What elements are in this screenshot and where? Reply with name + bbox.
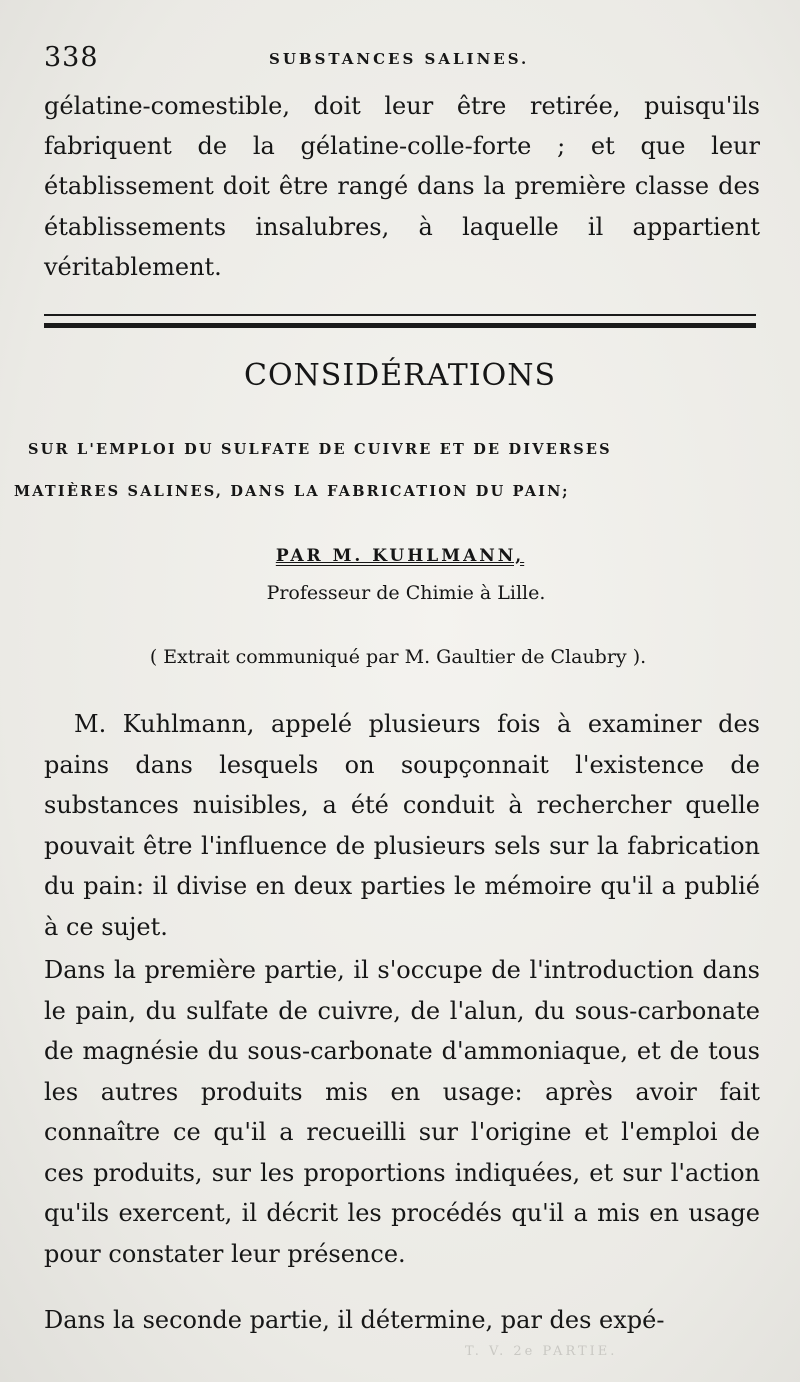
body-paragraph-1: M. Kuhlmann, appelé plusieurs fois à examiner des pains dans lesquels on soupçonnait l'existence de substances nuisibles, a été conduit à rechercher quelle pouvait être l'influence de plusieurs sels sur la fabrication du pain: il divise en deux parties le mémoire qu'il a publié à ce sujet. <box>44 710 760 941</box>
article-author: PAR M. KUHLMANN, <box>275 546 525 566</box>
divider-thin-rule <box>44 314 756 316</box>
divider-thick-rule <box>44 323 756 328</box>
page-number: 338 <box>44 42 99 73</box>
page-header <box>44 42 760 82</box>
article-subtitle-line-2: MATIÈRES SALINES, DANS LA FABRICATION DU PAIN; <box>14 483 570 500</box>
previous-article-ending: gélatine-comestible, doit leur être retirée, puisqu'ils fabriquent de la gélatine-colle-forte ; et que leur établissement doit être rangé dans la première classe des établissements insalubres, à laquelle il appartient véritablement. <box>44 92 760 281</box>
body-paragraph-3: Dans la seconde partie, il détermine, par des expé- <box>44 1306 665 1334</box>
section-divider <box>44 312 756 334</box>
signature-mark: T. V. 2e PARTIE. <box>465 1344 618 1359</box>
article-subtitle-line-1: SUR L'EMPLOI DU SULFATE DE CUIVRE ET DE DIVERSES <box>28 441 612 458</box>
article-title: CONSIDÉRATIONS <box>243 358 557 393</box>
extract-note: ( Extrait communiqué par M. Gaultier de Claubry ). <box>149 646 647 668</box>
running-head: SUBSTANCES SALINES. <box>269 50 530 68</box>
body-paragraph-2: Dans la première partie, il s'occupe de l'introduction dans le pain, du sulfate de cuivre, de l'alun, du sous-carbonate de magnésie du sous-carbonate d'ammoniaque, et de tous les autres produits mis en usage: après avoir fait connaître ce qu'il a recueilli sur l'origine et l'emploi de ces produits, sur les proportions indiquées, et sur l'action qu'ils exercent, il décrit les procédés qu'il a mis en usage pour constater leur présence. <box>44 956 760 1268</box>
author-affiliation: Professeur de Chimie à Lille. <box>266 582 546 604</box>
